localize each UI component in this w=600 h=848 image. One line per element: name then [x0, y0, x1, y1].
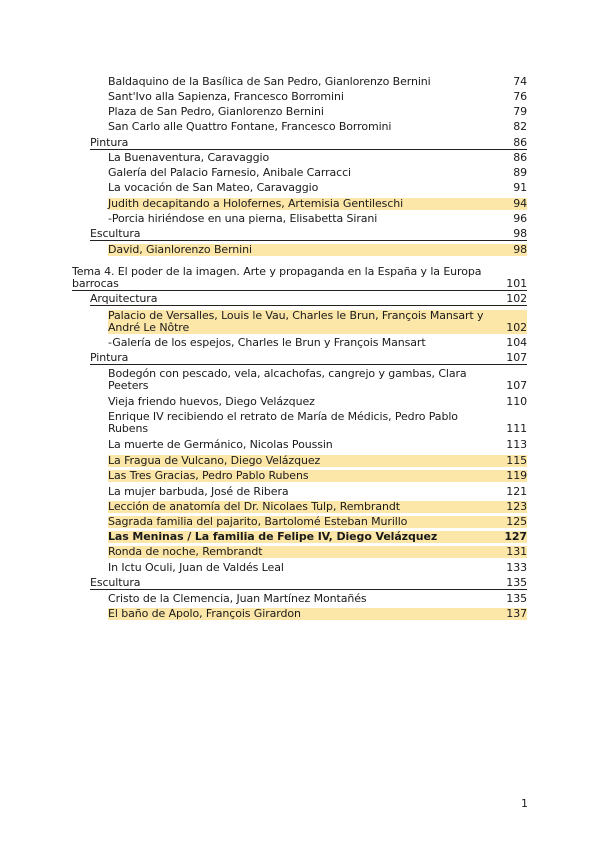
toc-section[interactable]: [90, 137, 527, 150]
toc-entry-page: 89: [513, 166, 527, 179]
toc-entry-title: Arquitectura: [90, 292, 158, 305]
toc-entry-title: Judith decapitando a Holofernes, Artemisia Gentileschi: [108, 197, 404, 210]
toc-entry-title: Plaza de San Pedro, Gianlorenzo Bernini: [108, 105, 324, 118]
toc-entry-title: In Ictu Oculi, Juan de Valdés Leal: [108, 561, 284, 574]
toc-entry-page: 96: [513, 212, 527, 225]
toc-entry-title: Vieja friendo huevos, Diego Velázquez: [108, 395, 315, 408]
toc-entry-page: 82: [513, 120, 527, 133]
toc-entry[interactable]: [108, 501, 527, 513]
toc-entry[interactable]: [108, 337, 527, 349]
toc-entry-page: 137: [506, 607, 527, 620]
toc-entry-page: 107: [506, 379, 527, 392]
toc-entry[interactable]: [108, 368, 527, 392]
toc-entry-title: La mujer barbuda, José de Ribera: [108, 485, 289, 498]
toc-entry-title: Cristo de la Clemencia, Juan Martínez Montañés: [108, 592, 367, 605]
toc-entry[interactable]: [108, 396, 527, 408]
toc-entry[interactable]: [108, 411, 527, 435]
toc-entry-title: Sagrada familia del pajarito, Bartolomé Esteban Murillo: [108, 515, 408, 528]
toc-entry[interactable]: [108, 486, 527, 498]
toc-entry-page: 113: [506, 438, 527, 451]
toc-entry[interactable]: [108, 546, 527, 558]
toc-entry-title: Palacio de Versalles, Louis le Vau, Charles le Brun, François Mansart y André Le Nôtre: [108, 309, 484, 334]
toc-entry[interactable]: [108, 562, 527, 574]
toc-entry-title: La vocación de San Mateo, Caravaggio: [108, 181, 319, 194]
toc-entry[interactable]: [108, 439, 527, 451]
toc-entry-page: 127: [504, 530, 527, 543]
toc-entry-page: 125: [506, 515, 527, 528]
toc-entry-page: 110: [506, 395, 527, 408]
toc-entry-title: Enrique IV recibiendo el retrato de María de Médicis, Pedro Pablo Rubens: [108, 410, 458, 435]
toc-entry-title: El baño de Apolo, François Girardon: [108, 607, 301, 620]
toc-entry[interactable]: [108, 91, 527, 103]
toc-entry[interactable]: [108, 76, 527, 88]
toc-entry[interactable]: [108, 106, 527, 118]
toc-entry-title: Galería del Palacio Farnesio, Anibale Carracci: [108, 166, 352, 179]
toc-entry-page: 76: [513, 90, 527, 103]
toc-entry[interactable]: [108, 470, 527, 482]
toc-entry[interactable]: [108, 531, 527, 543]
toc-entry-page: 98: [513, 227, 527, 240]
toc-entry-page: 86: [513, 136, 527, 149]
page-number: 1: [521, 797, 528, 810]
toc-entry-title: -Porcia hiriéndose en una pierna, Elisabetta Sirani: [108, 212, 378, 225]
toc-entry-title: Lección de anatomía del Dr. Nicolaes Tulp, Rembrandt: [108, 500, 400, 513]
toc-section[interactable]: [90, 577, 527, 590]
toc-entry-page: 115: [506, 454, 527, 467]
toc-entry-page: 135: [506, 592, 527, 605]
toc-entry-page: 91: [513, 181, 527, 194]
toc-entry-title: Baldaquino de la Basílica de San Pedro, Gianlorenzo Bernini: [108, 75, 431, 88]
toc-entry-page: 121: [506, 485, 527, 498]
toc-entry-title: La Buenaventura, Caravaggio: [108, 151, 270, 164]
toc-entry[interactable]: [108, 455, 527, 467]
toc-entry-page: 123: [506, 500, 527, 513]
toc-entry-title: David, Gianlorenzo Bernini: [108, 243, 252, 256]
toc-entry[interactable]: [108, 608, 527, 620]
toc-chapter[interactable]: [72, 266, 527, 291]
toc-entry[interactable]: [108, 121, 527, 133]
toc-entry-page: 74: [513, 75, 527, 88]
toc-entry-title: La Fragua de Vulcano, Diego Velázquez: [108, 454, 321, 467]
toc-entry-title: Escultura: [90, 227, 141, 240]
toc-entry-page: 101: [506, 277, 527, 290]
toc-entry-page: 119: [506, 469, 527, 482]
toc-entry[interactable]: [108, 310, 527, 334]
toc-entry-title: Pintura: [90, 351, 129, 364]
toc-entry-title: -Galería de los espejos, Charles le Brun y François Mansart: [108, 336, 426, 349]
toc-entry[interactable]: [108, 182, 527, 194]
toc-section[interactable]: [90, 352, 527, 365]
toc-entry-title: Bodegón con pescado, vela, alcachofas, cangrejo y gambas, Clara Peeters: [108, 367, 467, 392]
toc-entry-page: 104: [506, 336, 527, 349]
toc-entry[interactable]: [108, 244, 527, 256]
toc-entry-title: Las Meninas / La familia de Felipe IV, Diego Velázquez: [108, 530, 438, 543]
toc-entry-title: Escultura: [90, 576, 141, 589]
toc-entry-page: 111: [506, 422, 527, 435]
toc-entry-title: Tema 4. El poder de la imagen. Arte y propaganda en la España y la Europa barrocas: [72, 265, 482, 290]
toc-section[interactable]: [90, 228, 527, 241]
toc-entry-title: La muerte de Germánico, Nicolas Poussin: [108, 438, 333, 451]
toc-entry[interactable]: [108, 198, 527, 210]
toc-entry-page: 94: [513, 197, 527, 210]
toc-entry-title: Sant'Ivo alla Sapienza, Francesco Borromini: [108, 90, 344, 103]
toc-entry-page: 102: [506, 321, 527, 334]
toc-entry-title: Las Tres Gracias, Pedro Pablo Rubens: [108, 469, 309, 482]
toc-entry[interactable]: [108, 152, 527, 164]
toc-entry-page: 131: [506, 545, 527, 558]
toc-entry[interactable]: [108, 167, 527, 179]
toc-entry[interactable]: [108, 516, 527, 528]
toc-entry-title: Ronda de noche, Rembrandt: [108, 545, 263, 558]
toc-entry-page: 133: [506, 561, 527, 574]
toc-entry-page: 86: [513, 151, 527, 164]
toc-entry-page: 98: [513, 243, 527, 256]
toc-entry-page: 102: [506, 292, 527, 305]
toc-section[interactable]: [90, 293, 527, 306]
toc-entry[interactable]: [108, 213, 527, 225]
toc-entry-page: 135: [506, 576, 527, 589]
toc-entry[interactable]: [108, 593, 527, 605]
toc-entry-page: 79: [513, 105, 527, 118]
toc-entry-title: San Carlo alle Quattro Fontane, Francesco Borromini: [108, 120, 392, 133]
toc-entry-page: 107: [506, 351, 527, 364]
toc-entry-title: Pintura: [90, 136, 129, 149]
